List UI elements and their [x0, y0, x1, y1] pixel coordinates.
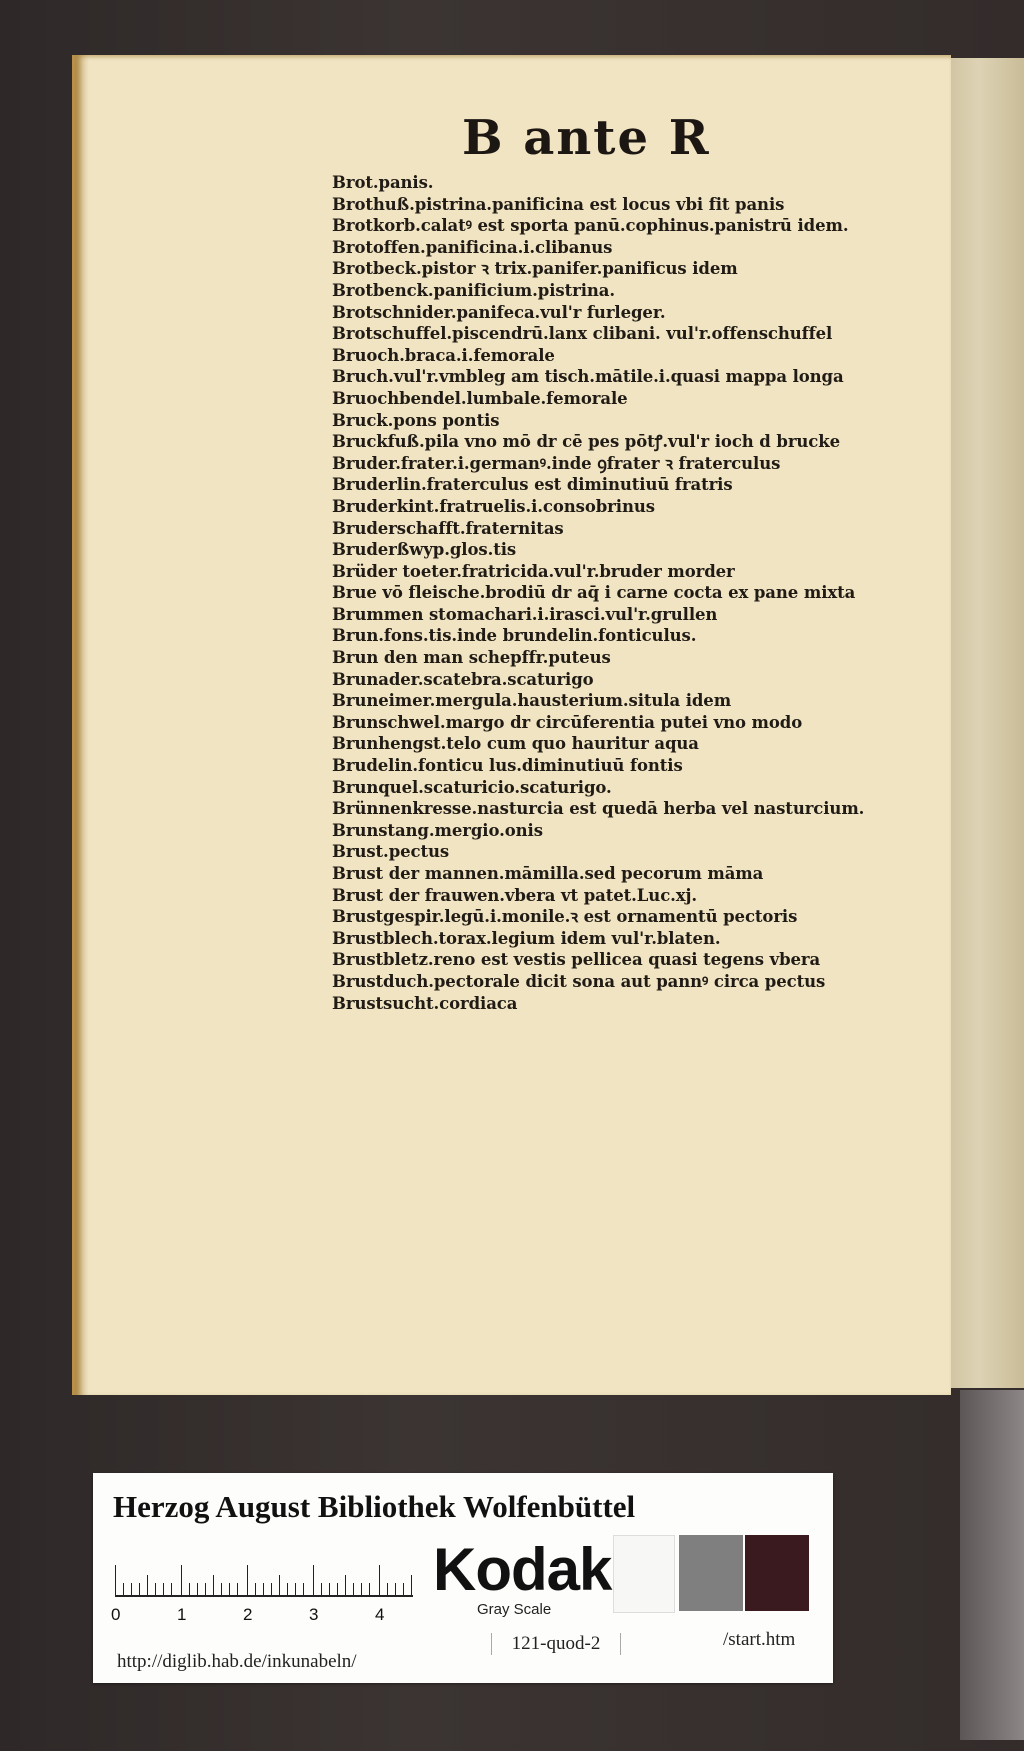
- ruler-tick: [247, 1565, 248, 1595]
- glossary-entry: Bruck.pons pontis: [332, 410, 500, 430]
- ruler-number: 1: [177, 1605, 187, 1624]
- white-swatch: [613, 1535, 675, 1613]
- gray-scale-label: Gray Scale: [477, 1601, 552, 1618]
- facing-page-edge: [948, 58, 1024, 1388]
- measurement-ruler: [115, 1551, 413, 1597]
- glossary-entry: Brotschnider.panifeca.vul'r furleger.: [332, 302, 666, 322]
- library-color-card: [93, 1473, 833, 1683]
- glossary-entry: Bruder.frater.i.germanꝰ.inde ꝯfrater ꝛ fraterculus: [332, 453, 781, 473]
- ruler-tick: [263, 1583, 264, 1595]
- ruler-tick: [361, 1583, 362, 1595]
- ruler-tick: [163, 1583, 164, 1595]
- glossary-entry: Bruch.vul'r.vmbleg am tisch.mātile.i.quasi mappa longa: [332, 367, 844, 387]
- ruler-tick: [345, 1575, 346, 1595]
- kodak-logo: Kodak: [433, 1536, 612, 1603]
- glossary-entry: Brotbeck.pistor ꝛ trix.panifer.panificus idem: [332, 259, 738, 279]
- glossary-entry: Bruderlin.fraterculus est diminutiuū fratris: [332, 475, 733, 495]
- ruler-tick: [279, 1575, 280, 1595]
- ruler-tick: [155, 1583, 156, 1595]
- glossary-entry: Brunstang.mergio.onis: [332, 820, 543, 840]
- glossary-entry: Brünnenkresse.nasturcia est quedā herba vel nasturcium.: [332, 799, 865, 819]
- ruler-tick: [255, 1583, 256, 1595]
- ruler-tick: [287, 1583, 288, 1595]
- ruler-number: 2: [243, 1605, 253, 1624]
- ruler-tick: [353, 1583, 354, 1595]
- glossary-entry: Brustsucht.cordiaca: [332, 993, 518, 1013]
- gray-swatch: [679, 1535, 743, 1611]
- glossary-entries: [332, 172, 932, 1014]
- glossary-entry: Bruckfuß.pila vno mō dr cē pes pōtꝭ.vul'r ioch d brucke: [332, 432, 840, 452]
- glossary-entry: Brue vō fleische.brodiū dr aq̄ i carne cocta ex pane mixta: [332, 583, 856, 603]
- ruler-tick: [313, 1565, 314, 1595]
- ruler-tick: [271, 1583, 272, 1595]
- ruler-tick: [295, 1583, 296, 1595]
- glossary-entry: Bruderkint.fratruelis.i.consobrinus: [332, 496, 655, 516]
- glossary-entry: Brust.pectus: [332, 842, 450, 862]
- glossary-entry: Brun den man schepffr.puteus: [332, 648, 611, 668]
- ruler-tick: [221, 1583, 222, 1595]
- glossary-entry: Brotoffen.panificina.i.clibanus: [332, 237, 613, 257]
- glossary-entry: Brunschwel.margo dr circūferentia putei vno modo: [332, 712, 803, 732]
- start-path: /start.htm: [723, 1629, 796, 1650]
- glossary-entry: Brüder toeter.fratricida.vul'r.bruder morder: [332, 561, 735, 581]
- ruler-tick: [237, 1583, 238, 1595]
- glossary-entry: Brustblech.torax.legium idem vul'r.blaten.: [332, 928, 721, 948]
- glossary-entry: Brummen stomachari.i.irasci.vul'r.grullen: [332, 604, 718, 624]
- glossary-entry: Brunader.scatebra.scaturigo: [332, 669, 594, 689]
- ruler-tick: [321, 1583, 322, 1595]
- ruler-tick: [303, 1583, 304, 1595]
- ruler-tick: [403, 1583, 404, 1595]
- glossary-entry: Bruneimer.mergula.hausterium.situla idem: [332, 691, 732, 711]
- glossary-entry: Brustduch.pectorale dicit sona aut pannꝰ circa pectus: [332, 971, 826, 991]
- ruler-tick: [379, 1565, 380, 1595]
- ruler-tick: [171, 1583, 172, 1595]
- ruler-tick: [197, 1583, 198, 1595]
- shelfmark: 121-quod-2: [491, 1633, 621, 1655]
- glossary-entry: Brustbletz.reno est vestis pellicea quasi tegens vbera: [332, 950, 821, 970]
- glossary-entry: Brotschuffel.piscendrū.lanx clibani. vul'r.offenschuffel: [332, 324, 833, 344]
- glossary-entry: Brunquel.scaturicio.scaturigo.: [332, 777, 612, 797]
- ruler-tick: [395, 1583, 396, 1595]
- library-url: http://diglib.hab.de/inkunabeln/: [117, 1651, 357, 1672]
- ruler-tick: [337, 1583, 338, 1595]
- ruler-tick: [369, 1583, 370, 1595]
- glossary-entry: Brothuß.pistrina.panificina est locus vbi fit panis: [332, 194, 785, 214]
- library-name: Herzog August Bibliothek Wolfenbüttel: [113, 1489, 636, 1524]
- glossary-entry: Brudelin.fonticu lus.diminutiuū fontis: [332, 756, 683, 776]
- ruler-tick: [147, 1575, 148, 1595]
- ruler-tick: [189, 1583, 190, 1595]
- ruler-tick: [123, 1583, 124, 1595]
- glossary-entry: Brunhengst.telo cum quo hauritur aqua: [332, 734, 699, 754]
- ruler-tick: [329, 1583, 330, 1595]
- glossary-entry: Bruochbendel.lumbale.femorale: [332, 388, 628, 408]
- ruler-tick: [181, 1565, 182, 1595]
- glossary-entry: Brotkorb.calatꝰ est sporta panū.cophinus.panistrū idem.: [332, 216, 849, 236]
- glossary-entry: Brotbenck.panificium.pistrina.: [332, 280, 616, 300]
- page-heading: B ante R: [462, 110, 711, 166]
- ruler-tick: [115, 1565, 116, 1595]
- dark-swatch: [745, 1535, 809, 1611]
- glossary-entry: Bruderßwyp.glos.tis: [332, 540, 517, 560]
- glossary-entry: Brustgespir.legū.i.monile.ꝛ est ornamentū pectoris: [332, 907, 798, 927]
- ruler-tick: [387, 1583, 388, 1595]
- ruler-tick: [229, 1583, 230, 1595]
- ruler-tick: [213, 1575, 214, 1595]
- glossary-entry: Brot.panis.: [332, 173, 434, 192]
- ruler-number: 4: [375, 1605, 385, 1624]
- glossary-entry: Brust der mannen.māmilla.sed pecorum māma: [332, 864, 764, 883]
- glossary-entry: Brun.fons.tis.inde brundelin.fonticulus.: [332, 626, 697, 646]
- ruler-tick: [139, 1583, 140, 1595]
- ruler-tick: [131, 1583, 132, 1595]
- ruler-tick: [205, 1583, 206, 1595]
- ruler-number: 0: [111, 1605, 121, 1624]
- ruler-tick: [411, 1575, 412, 1595]
- facing-page-shadow: [960, 1390, 1024, 1740]
- glossary-entry: Bruoch.braca.i.femorale: [332, 345, 555, 365]
- ruler-number: 3: [309, 1605, 319, 1624]
- glossary-entry: Bruderschafft.fraternitas: [332, 518, 564, 538]
- glossary-entry: Brust der frauwen.vbera vt patet.Luc.xj.: [332, 885, 698, 905]
